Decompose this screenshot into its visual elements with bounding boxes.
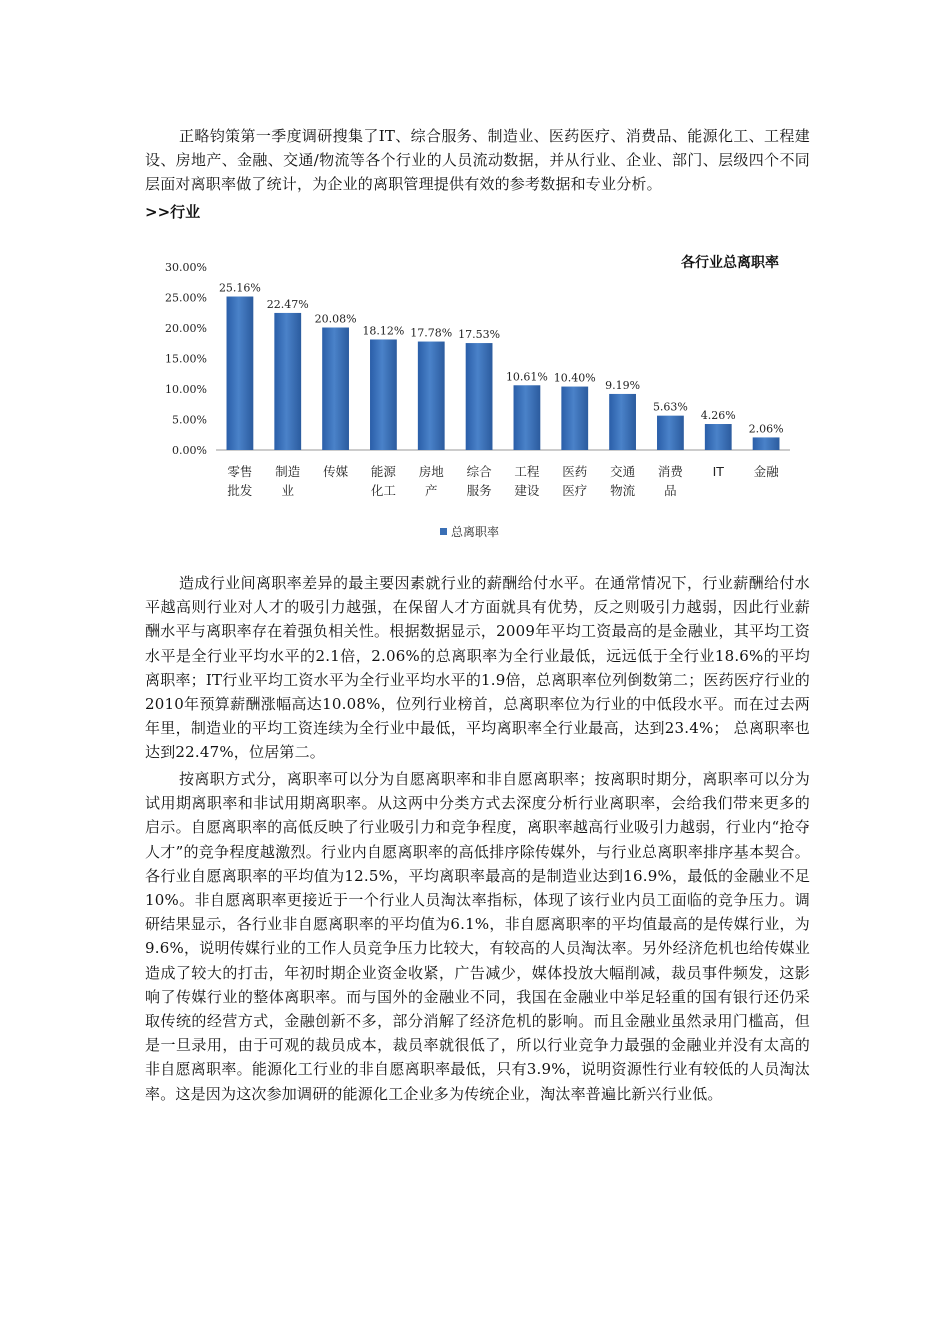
data-label: 25.16% — [218, 281, 261, 295]
data-label: 4.26% — [700, 409, 736, 423]
y-tick-label: 30.00% — [165, 261, 207, 274]
category-label: 交通 — [610, 464, 636, 479]
y-tick-label: 5.00% — [172, 413, 207, 427]
category-label: 工程 — [514, 464, 540, 479]
bar — [370, 339, 397, 450]
category-label: 建设 — [514, 483, 540, 498]
industry-turnover-chart — [150, 245, 810, 555]
category-label: 房地 — [418, 464, 444, 479]
category-label: 服务 — [466, 483, 492, 498]
category-label: IT — [712, 464, 724, 479]
data-label: 17.78% — [410, 326, 453, 340]
category-label: 传媒 — [323, 464, 349, 479]
legend-label: 总离职率 — [451, 525, 500, 539]
bar — [753, 437, 780, 450]
y-tick-label: 0.00% — [172, 444, 207, 457]
data-label: 17.53% — [458, 328, 501, 342]
category-label: 金融 — [753, 464, 779, 479]
data-label: 20.08% — [314, 312, 357, 326]
data-label: 10.61% — [505, 370, 548, 384]
section-heading: >>行业 — [145, 203, 201, 221]
bar — [322, 328, 349, 450]
bar — [657, 416, 684, 450]
category-label: 批发 — [227, 483, 253, 498]
category-label: 消费 — [657, 464, 683, 479]
data-label: 10.40% — [553, 371, 596, 385]
bar — [609, 394, 636, 450]
paragraph-turnover-types: 按离职方式分，离职率可以分为自愿离职率和非自愿离职率；按离职时期分，离职率可以分为试用期离职率和非试用期离职率。从这两中分类方式去深度分析行业离职率，会给我们带来更多的启示。自愿离职率的高低反映了行业吸引力和竞争程度，离职率越高行业吸引力越弱，行业内“抢夺人才”的竞争程度越激烈。行业内自愿离职率的高低排序除传媒外，与行业总离职率排序基本契合。各行业自愿离职率的平均值为12.5%，平均离职率最高的是制造业达到16.9%，最低的金融业不足10%。非自愿离职率更接近于一个行业人员淘汰率指标，体现了该行业内员工面临的竞争压力。调研结果显示，各行业非自愿离职率的平均值为6.1%，非自愿离职率的平均值最高的是传媒行业，为9.6%，说明传媒行业的工作人员竞争压力比较大，有较高的人员淘汰率。另外经济危机也给传媒业造成了较大的打击，年初时期企业资金收紧，广告减少，媒体投放大幅削减，裁员事件频发，这影响了传媒行业的整体离职率。而与国外的金融业不同，我国在金融业中举足轻重的国有银行还仍采取传统的经营方式，金融创新不多，部分消解了经济危机的影响。而且金融业虽然录用门槛高，但是一旦录用，由于可观的裁员成本，裁员率就很低了，所以行业竞争力最强的金融业并没有太高的非自愿离职率。能源化工行业的非自愿离职率最低，只有3.9%，说明资源性行业有较低的人员淘汰率。这是因为这次参加调研的能源化工企业多为传统企业，淘汰率普遍比新兴行业低。 — [145, 770, 810, 1103]
category-label: 制造 — [275, 464, 301, 479]
data-label: 18.12% — [362, 324, 405, 338]
category-label: 产 — [424, 483, 438, 498]
y-tick-label: 10.00% — [165, 383, 207, 396]
category-label: 能源 — [370, 464, 396, 479]
bar — [274, 313, 301, 450]
bar — [466, 343, 493, 450]
bar — [561, 387, 588, 450]
legend-swatch — [440, 528, 447, 535]
paragraph-salary-factor: 造成行业间离职率差异的最主要因素就行业的薪酬给付水平。在通常情况下，行业薪酬给付水平越高则行业对人才的吸引力越强，在保留人才方面就具有优势，反之则吸引力越弱，因此行业薪酬水平与离职率存在着强负相关性。根据数据显示，2009年平均工资最高的是金融业，其平均工资水平是全行业平均水平的2.1倍，2.06%的总离职率为全行业最低，远远低于全行业18.6%的平均离职率；IT行业平均工资水平为全行业平均水平的1.9倍，总离职率位列倒数第二；医药医疗行业的2010年预算薪酬涨幅高达10.08%，位列行业榜首，总离职率位为行业的中低段水平。而在过去两年里，制造业的平均工资连续为全行业中最低，平均离职率全行业最高，达到23.4%； 总离职率也达到22.47%，位居第二。 — [145, 574, 810, 762]
category-label: 品 — [664, 483, 677, 498]
bar — [705, 424, 732, 450]
category-label: 综合 — [466, 464, 492, 479]
bar — [227, 297, 254, 450]
bar — [418, 342, 445, 450]
data-label: 2.06% — [748, 422, 784, 436]
y-tick-label: 25.00% — [165, 291, 207, 305]
bar-chart-svg — [150, 245, 810, 555]
intro-paragraph: 正略钧策第一季度调研搜集了IT、综合服务、制造业、医药医疗、消费品、能源化工、工程建设、房地产、金融、交通/物流等各个行业的人员流动数据，并从行业、企业、部门、层级四个不同层面对离职率做了统计，为企业的离职管理提供有效的参考数据和专业分析。 — [145, 127, 810, 194]
category-label: 化工 — [370, 483, 396, 498]
data-label: 5.63% — [652, 400, 688, 414]
data-label: 9.19% — [605, 378, 641, 392]
category-label: 零售 — [227, 464, 253, 479]
category-label: 业 — [281, 483, 295, 498]
category-label: 物流 — [610, 483, 636, 498]
category-label: 医药 — [562, 464, 588, 479]
data-label: 22.47% — [266, 297, 309, 311]
y-tick-label: 20.00% — [165, 322, 207, 335]
category-label: 医疗 — [562, 483, 588, 498]
bar — [514, 385, 541, 450]
y-tick-label: 15.00% — [165, 352, 207, 366]
chart-title: 各行业总离职率 — [681, 255, 779, 271]
